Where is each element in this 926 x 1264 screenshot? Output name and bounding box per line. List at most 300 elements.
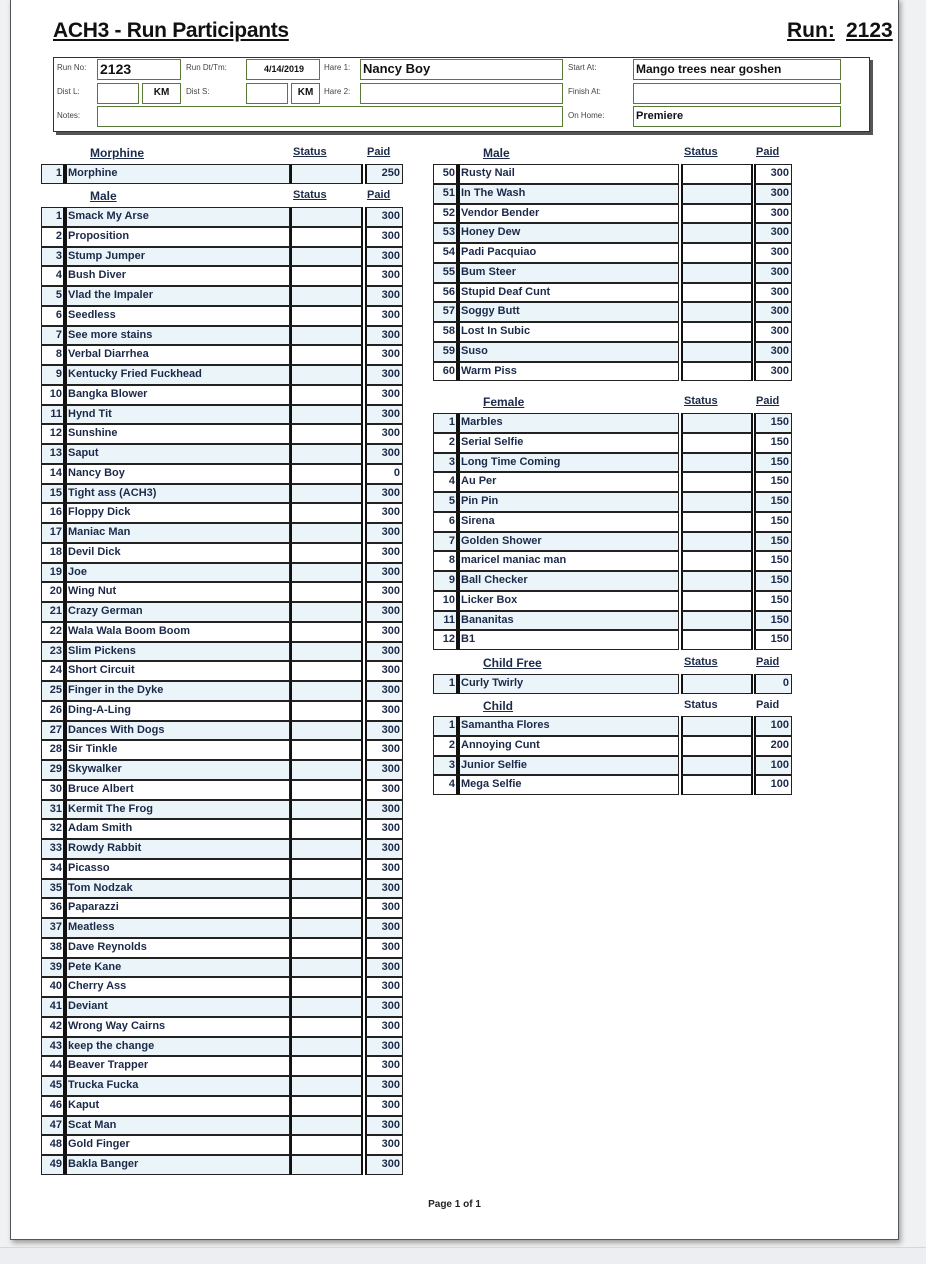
status-cell [290, 721, 363, 741]
participant-name: Ball Checker [458, 571, 679, 591]
paid-amount: 300 [365, 563, 403, 583]
row-number: 4 [433, 472, 458, 492]
participant-name: Curly Twirly [458, 674, 679, 694]
participant-name: Honey Dew [458, 223, 679, 243]
row-number: 3 [433, 453, 458, 473]
paid-amount: 300 [365, 286, 403, 306]
run-dt-label: Run Dt/Tm: [186, 63, 227, 72]
paid-amount: 300 [365, 642, 403, 662]
row-number: 4 [41, 266, 65, 286]
paid-amount: 150 [754, 413, 792, 433]
participant-name: Warm Piss [458, 362, 679, 382]
status-cell [681, 756, 753, 776]
paid-column-header: Paid [756, 656, 780, 668]
row-number: 1 [41, 207, 65, 227]
participant-name: Golden Shower [458, 532, 679, 552]
participant-name: Pete Kane [65, 958, 290, 978]
participant-name: Kermit The Frog [65, 800, 290, 820]
participant-name: Seedless [65, 306, 290, 326]
paid-amount: 300 [365, 879, 403, 899]
paid-amount: 300 [365, 444, 403, 464]
participant-name: Joe [65, 563, 290, 583]
participant-name: Wing Nut [65, 582, 290, 602]
row-number: 34 [41, 859, 65, 879]
paid-amount: 300 [365, 1096, 403, 1116]
section-title: Child Free [483, 656, 542, 670]
dist-l-field [97, 83, 139, 104]
start-at-field: Mango trees near goshen [633, 59, 841, 80]
status-cell [681, 472, 753, 492]
participant-name: Bakla Banger [65, 1155, 290, 1175]
paid-amount: 300 [365, 602, 403, 622]
run-dt-field: 4/14/2019 [246, 59, 320, 80]
status-column-header: Status [684, 146, 718, 158]
participant-name: Slim Pickens [65, 642, 290, 662]
paid-amount: 300 [754, 322, 792, 342]
participant-name: Soggy Butt [458, 302, 679, 322]
row-number: 6 [41, 306, 65, 326]
paid-amount: 300 [365, 1017, 403, 1037]
paid-amount: 300 [365, 780, 403, 800]
report-page [10, 0, 899, 1240]
status-cell [681, 283, 753, 303]
row-number: 1 [433, 716, 458, 736]
participant-name: Morphine [65, 164, 290, 184]
status-cell [681, 736, 753, 756]
participant-name: Crazy German [65, 602, 290, 622]
row-number: 36 [41, 898, 65, 918]
row-number: 5 [433, 492, 458, 512]
status-cell [290, 1135, 363, 1155]
row-number: 2 [433, 736, 458, 756]
participant-name: maricel maniac man [458, 551, 679, 571]
row-number: 7 [433, 532, 458, 552]
run-no-field: 2123 [97, 59, 181, 80]
paid-amount: 300 [365, 424, 403, 444]
row-number: 59 [433, 342, 458, 362]
row-number: 56 [433, 283, 458, 303]
on-home-label: On Home: [568, 111, 605, 120]
row-number: 24 [41, 661, 65, 681]
paid-amount: 300 [365, 760, 403, 780]
paid-amount: 300 [365, 661, 403, 681]
paid-amount: 300 [365, 306, 403, 326]
status-column-header: Status [684, 699, 718, 711]
row-number: 12 [41, 424, 65, 444]
participant-name: Sir Tinkle [65, 740, 290, 760]
paid-amount: 300 [365, 523, 403, 543]
paid-amount: 300 [365, 701, 403, 721]
status-cell [681, 362, 753, 382]
dist-l-label: Dist L: [57, 87, 80, 96]
status-cell [290, 977, 363, 997]
row-number: 8 [433, 551, 458, 571]
row-number: 23 [41, 642, 65, 662]
row-number: 6 [433, 512, 458, 532]
run-no-label: Run No: [57, 63, 87, 72]
status-column-header: Status [293, 146, 327, 158]
status-cell [290, 286, 363, 306]
paid-amount: 300 [365, 266, 403, 286]
row-number: 32 [41, 819, 65, 839]
status-cell [681, 716, 753, 736]
row-number: 54 [433, 243, 458, 263]
participant-name: Tight ass (ACH3) [65, 484, 290, 504]
paid-amount: 300 [365, 997, 403, 1017]
participant-name: Padi Pacquiao [458, 243, 679, 263]
dist-l-unit: KM [142, 83, 181, 104]
row-number: 51 [433, 184, 458, 204]
row-number: 28 [41, 740, 65, 760]
status-cell [290, 740, 363, 760]
participant-name: Lost In Subic [458, 322, 679, 342]
participant-name: Vendor Bender [458, 204, 679, 224]
run-label: Run: [787, 19, 835, 42]
row-number: 14 [41, 464, 65, 484]
paid-amount: 150 [754, 532, 792, 552]
row-number: 31 [41, 800, 65, 820]
section-title: Male [483, 146, 510, 160]
status-cell [290, 266, 363, 286]
status-cell [290, 247, 363, 267]
row-number: 48 [41, 1135, 65, 1155]
status-cell [290, 1017, 363, 1037]
paid-column-header: Paid [756, 699, 780, 711]
row-number: 11 [41, 405, 65, 425]
row-number: 47 [41, 1116, 65, 1136]
row-number: 1 [433, 674, 458, 694]
row-number: 21 [41, 602, 65, 622]
paid-amount: 300 [365, 977, 403, 997]
status-column-header: Status [293, 189, 327, 201]
participant-name: Adam Smith [65, 819, 290, 839]
participant-name: Ding-A-Ling [65, 701, 290, 721]
status-cell [681, 492, 753, 512]
status-cell [290, 622, 363, 642]
participant-name: Short Circuit [65, 661, 290, 681]
participant-name: Long Time Coming [458, 453, 679, 473]
run-header-box [53, 57, 870, 132]
row-number: 40 [41, 977, 65, 997]
dist-s-label: Dist S: [186, 87, 210, 96]
status-cell [290, 879, 363, 899]
paid-amount: 300 [365, 1155, 403, 1175]
paid-amount: 150 [754, 611, 792, 631]
row-number: 52 [433, 204, 458, 224]
row-number: 10 [41, 385, 65, 405]
participant-name: Stupid Deaf Cunt [458, 283, 679, 303]
paid-amount: 300 [754, 263, 792, 283]
status-cell [290, 385, 363, 405]
status-cell [290, 681, 363, 701]
participant-name: Smack My Arse [65, 207, 290, 227]
hare2-label: Hare 2: [324, 87, 351, 96]
paid-amount: 0 [365, 464, 403, 484]
status-cell [290, 1155, 363, 1175]
status-cell [681, 591, 753, 611]
paid-amount: 300 [754, 362, 792, 382]
status-cell [681, 223, 753, 243]
paid-amount: 300 [365, 740, 403, 760]
paid-amount: 300 [365, 1135, 403, 1155]
row-number: 37 [41, 918, 65, 938]
paid-amount: 150 [754, 433, 792, 453]
row-number: 42 [41, 1017, 65, 1037]
paid-amount: 300 [754, 302, 792, 322]
paid-amount: 200 [754, 736, 792, 756]
paid-amount: 100 [754, 716, 792, 736]
paid-amount: 300 [365, 543, 403, 563]
participant-name: Bangka Blower [65, 385, 290, 405]
participant-name: Gold Finger [65, 1135, 290, 1155]
participant-name: Suso [458, 342, 679, 362]
report-title: ACH3 - Run Participants [53, 19, 289, 42]
row-number: 49 [41, 1155, 65, 1175]
hare1-label: Hare 1: [324, 63, 351, 72]
participant-name: Samantha Flores [458, 716, 679, 736]
row-number: 60 [433, 362, 458, 382]
row-number: 3 [41, 247, 65, 267]
status-cell [681, 322, 753, 342]
row-number: 5 [41, 286, 65, 306]
participant-name: B1 [458, 630, 679, 650]
start-at-label: Start At: [568, 63, 597, 72]
status-cell [290, 780, 363, 800]
participant-name: Nancy Boy [65, 464, 290, 484]
paid-amount: 300 [365, 819, 403, 839]
participant-name: keep the change [65, 1037, 290, 1057]
status-column-header: Status [684, 395, 718, 407]
section-title: Morphine [90, 146, 144, 160]
participant-name: Devil Dick [65, 543, 290, 563]
paid-amount: 300 [365, 227, 403, 247]
paid-amount: 300 [754, 243, 792, 263]
paid-amount: 300 [365, 405, 403, 425]
row-number: 25 [41, 681, 65, 701]
paid-amount: 300 [365, 326, 403, 346]
status-cell [290, 164, 363, 184]
row-number: 35 [41, 879, 65, 899]
paid-amount: 300 [365, 898, 403, 918]
status-cell [290, 1116, 363, 1136]
paid-amount: 300 [365, 1056, 403, 1076]
status-cell [290, 800, 363, 820]
paid-amount: 300 [754, 164, 792, 184]
participant-name: Rusty Nail [458, 164, 679, 184]
participant-name: Maniac Man [65, 523, 290, 543]
status-cell [290, 523, 363, 543]
participant-name: Dances With Dogs [65, 721, 290, 741]
row-number: 2 [41, 227, 65, 247]
row-number: 16 [41, 503, 65, 523]
paid-amount: 300 [365, 1037, 403, 1057]
row-number: 19 [41, 563, 65, 583]
participant-name: Picasso [65, 859, 290, 879]
participant-name: Pin Pin [458, 492, 679, 512]
status-cell [681, 611, 753, 631]
section-title: Child [483, 699, 513, 713]
row-number: 22 [41, 622, 65, 642]
participant-name: Bananitas [458, 611, 679, 631]
row-number: 18 [41, 543, 65, 563]
paid-amount: 150 [754, 512, 792, 532]
participant-name: Proposition [65, 227, 290, 247]
paid-column-header: Paid [756, 395, 780, 407]
paid-amount: 300 [365, 839, 403, 859]
row-number: 11 [433, 611, 458, 631]
row-number: 55 [433, 263, 458, 283]
status-cell [290, 464, 363, 484]
paid-amount: 300 [754, 283, 792, 303]
participant-name: See more stains [65, 326, 290, 346]
paid-amount: 300 [365, 365, 403, 385]
status-cell [290, 898, 363, 918]
row-number: 45 [41, 1076, 65, 1096]
row-number: 1 [433, 413, 458, 433]
participant-name: Finger in the Dyke [65, 681, 290, 701]
participant-name: Stump Jumper [65, 247, 290, 267]
paid-amount: 300 [754, 184, 792, 204]
participant-name: Annoying Cunt [458, 736, 679, 756]
status-cell [290, 602, 363, 622]
status-cell [681, 302, 753, 322]
row-number: 27 [41, 721, 65, 741]
participant-name: Vlad the Impaler [65, 286, 290, 306]
row-number: 29 [41, 760, 65, 780]
status-cell [290, 938, 363, 958]
paid-amount: 150 [754, 492, 792, 512]
row-number: 3 [433, 756, 458, 776]
notes-label: Notes: [57, 111, 81, 120]
row-number: 39 [41, 958, 65, 978]
status-cell [290, 227, 363, 247]
paid-amount: 300 [365, 503, 403, 523]
participant-name: Bruce Albert [65, 780, 290, 800]
row-number: 26 [41, 701, 65, 721]
paid-amount: 300 [365, 345, 403, 365]
paid-amount: 300 [365, 207, 403, 227]
status-cell [290, 484, 363, 504]
status-cell [290, 543, 363, 563]
row-number: 12 [433, 630, 458, 650]
paid-amount: 300 [365, 1076, 403, 1096]
participant-name: Verbal Diarrhea [65, 345, 290, 365]
paid-amount: 150 [754, 591, 792, 611]
row-number: 13 [41, 444, 65, 464]
participant-name: Tom Nodzak [65, 879, 290, 899]
status-cell [290, 997, 363, 1017]
status-cell [681, 413, 753, 433]
participant-name: Hynd Tit [65, 405, 290, 425]
status-cell [681, 433, 753, 453]
status-cell [681, 674, 753, 694]
paid-column-header: Paid [756, 146, 780, 158]
status-cell [290, 365, 363, 385]
paid-amount: 150 [754, 551, 792, 571]
status-cell [290, 1096, 363, 1116]
status-cell [290, 1056, 363, 1076]
participant-name: Marbles [458, 413, 679, 433]
participant-name: Trucka Fucka [65, 1076, 290, 1096]
status-cell [681, 551, 753, 571]
paid-amount: 0 [754, 674, 792, 694]
paid-amount: 250 [365, 164, 403, 184]
status-cell [290, 326, 363, 346]
status-cell [290, 345, 363, 365]
finish-at-field [633, 83, 841, 104]
dist-s-field [246, 83, 288, 104]
paid-amount: 300 [365, 1116, 403, 1136]
row-number: 50 [433, 164, 458, 184]
status-cell [290, 642, 363, 662]
status-cell [681, 453, 753, 473]
participant-name: Rowdy Rabbit [65, 839, 290, 859]
status-cell [290, 859, 363, 879]
status-cell [290, 839, 363, 859]
on-home-field: Premiere [633, 106, 841, 127]
participant-name: Saput [65, 444, 290, 464]
row-number: 1 [41, 164, 65, 184]
paid-amount: 300 [365, 938, 403, 958]
paid-amount: 300 [754, 204, 792, 224]
status-cell [290, 503, 363, 523]
status-cell [290, 958, 363, 978]
status-cell [681, 243, 753, 263]
participant-name: Cherry Ass [65, 977, 290, 997]
participant-name: Skywalker [65, 760, 290, 780]
participant-name: Bum Steer [458, 263, 679, 283]
viewer-bottom-bar [0, 1247, 926, 1264]
row-number: 4 [433, 775, 458, 795]
row-number: 10 [433, 591, 458, 611]
participant-name: Sunshine [65, 424, 290, 444]
status-cell [290, 424, 363, 444]
status-cell [290, 819, 363, 839]
status-cell [290, 760, 363, 780]
participant-name: Serial Selfie [458, 433, 679, 453]
hare2-field [360, 83, 563, 104]
paid-amount: 300 [365, 247, 403, 267]
participant-name: Sirena [458, 512, 679, 532]
status-cell [681, 164, 753, 184]
row-number: 15 [41, 484, 65, 504]
participant-name: Scat Man [65, 1116, 290, 1136]
paid-amount: 300 [754, 223, 792, 243]
paid-amount: 300 [754, 342, 792, 362]
row-number: 17 [41, 523, 65, 543]
status-cell [290, 918, 363, 938]
status-cell [290, 661, 363, 681]
status-cell [681, 204, 753, 224]
paid-amount: 300 [365, 721, 403, 741]
participant-name: Kaput [65, 1096, 290, 1116]
row-number: 33 [41, 839, 65, 859]
status-cell [681, 571, 753, 591]
status-cell [681, 184, 753, 204]
row-number: 53 [433, 223, 458, 243]
paid-amount: 150 [754, 472, 792, 492]
row-number: 9 [433, 571, 458, 591]
row-number: 30 [41, 780, 65, 800]
paid-amount: 300 [365, 385, 403, 405]
status-cell [290, 444, 363, 464]
status-cell [290, 1076, 363, 1096]
row-number: 41 [41, 997, 65, 1017]
status-cell [290, 405, 363, 425]
participant-name: Junior Selfie [458, 756, 679, 776]
participant-name: Beaver Trapper [65, 1056, 290, 1076]
status-cell [290, 701, 363, 721]
